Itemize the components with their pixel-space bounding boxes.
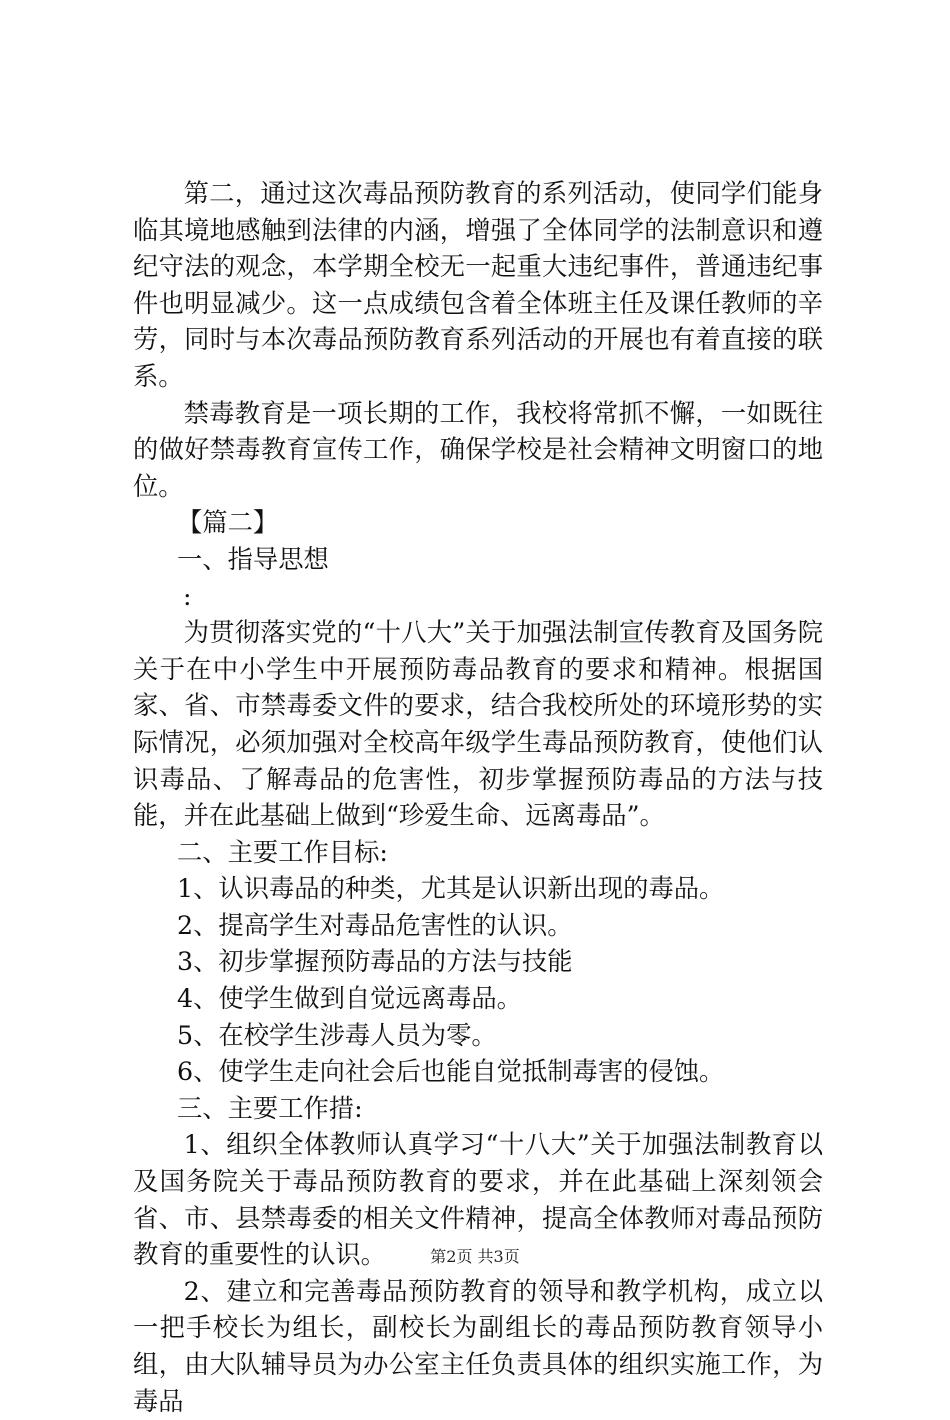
- page-footer: 第2页 共3页: [430, 1247, 520, 1266]
- document-body: [133, 176, 823, 1420]
- goal-item-4: 4、使学生做到自觉远离毒品。: [177, 984, 522, 1014]
- colon-line: :: [183, 581, 192, 611]
- paragraph-second-point: 第二，通过这次毒品预防教育的系列活动，使同学们能身临其境地感触到法律的内涵，增强了全体同学的法制意识和遵纪守法的观念，本学期全校无一起重大违纪事件，普通违纪事件也明显减少。这一点成绩包含着全体班主任及课任教师的辛劳，同时与本次毒品预防教育系列活动的开展也有着直接的联系。: [133, 179, 823, 391]
- measure-item-1: 1、组织全体教师认真学习“十八大”关于加强法制教育以及国务院关于毒品预防教育的要求，并在此基础上深刻领会省、市、县禁毒委的相关文件精神，提高全体教师对毒品预防教育的重要性的认识。: [133, 1130, 823, 1270]
- section-heading-part-two: 【篇二】: [177, 508, 279, 538]
- goal-item-1: 1、认识毒品的种类，尤其是认识新出现的毒品。: [177, 874, 725, 904]
- goal-item-3: 3、初步掌握预防毒品的方法与技能: [177, 947, 573, 977]
- goal-item-2: 2、提高学生对毒品危害性的认识。: [177, 910, 573, 940]
- measure-item-2: 2、建立和完善毒品预防教育的领导和教学机构，成立以一把手校长为组长，副校长为副组长的毒品预防教育领导小组，由大队辅导员为办公室主任负责具体的组织实施工作，为毒品: [133, 1276, 823, 1416]
- heading-work-measures: 三、主要工作措:: [177, 1093, 363, 1123]
- goal-item-5: 5、在校学生涉毒人员为零。: [177, 1020, 497, 1050]
- heading-guiding-thought: 一、指导思想: [177, 544, 329, 574]
- heading-work-goals: 二、主要工作目标:: [177, 837, 388, 867]
- goal-item-6: 6、使学生走向社会后也能自觉抵制毒害的侵蚀。: [177, 1057, 725, 1087]
- paragraph-guiding-thought: 为贯彻落实党的“十八大”关于加强法制宣传教育及国务院关于在中小学生中开展预防毒品教育的要求和精神。根据国家、省、市禁毒委文件的要求，结合我校所处的环境形势的实际情况，必须加强对全校高年级学生毒品预防教育，使他们认识毒品、了解毒品的危害性，初步掌握预防毒品的方法与技能，并在此基础上做到“珍爱生命、远离毒品”。: [133, 618, 823, 831]
- paragraph-conclusion: 禁毒教育是一项长期的工作，我校将常抓不懈，一如既往的做好禁毒教育宣传工作，确保学校是社会精神文明窗口的地位。: [133, 398, 823, 501]
